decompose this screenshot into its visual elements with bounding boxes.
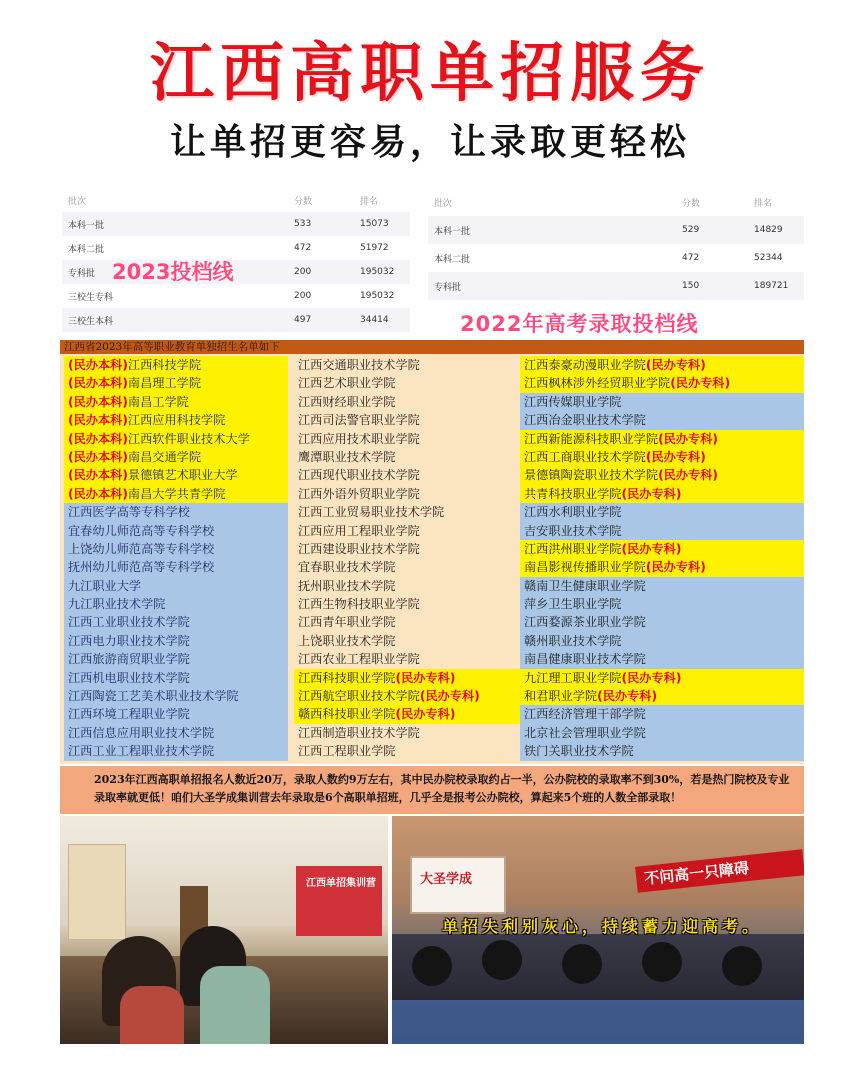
school-item <box>64 558 288 576</box>
school-item <box>64 356 288 374</box>
school-name: 宜春幼儿师范高等专科学校 <box>68 523 215 538</box>
cell-score: 533 <box>294 219 312 229</box>
school-item <box>64 374 288 392</box>
school-name: 南昌健康职业技术学院 <box>524 652 646 667</box>
school-item <box>64 742 288 760</box>
school-item <box>294 503 520 521</box>
cell-batch: 本科一批 <box>434 226 471 237</box>
school-name: 南昌交通学院 <box>127 449 202 464</box>
school-name: 江西应用科技学院 <box>127 413 226 428</box>
school-name: 江西航空职业技术学院 <box>298 689 420 704</box>
school-item <box>64 687 288 705</box>
school-item <box>64 485 288 503</box>
cell-score: 529 <box>682 225 700 235</box>
school-item <box>64 522 288 540</box>
school-item <box>294 632 520 650</box>
school-name: 江西现代职业技术学院 <box>298 468 420 483</box>
cell-score: 497 <box>294 315 312 325</box>
notice-text: 2023年江西高职单招报名人数近20万，录取人数约9万左右，其中民办院校录取约占一半，公办院校的录取率不到30%，若是热门院校及专业录取率就更低！咱们大圣学成集训营去年录取是6个高职单招班，几乎全是报考公办院校，算起来5个班的人数全部录取！ <box>94 773 790 804</box>
school-name: 南昌工学院 <box>127 394 189 409</box>
student-jacket <box>200 966 270 1044</box>
school-item <box>64 466 288 484</box>
school-list <box>60 340 804 764</box>
school-name: 江西信息应用职业技术学院 <box>68 725 215 740</box>
school-name: 九江理工职业学院 <box>524 670 622 685</box>
school-name: 江西陶瓷工艺美术职业技术学院 <box>68 689 239 704</box>
school-type-tag: (民办本科) <box>68 449 128 464</box>
school-name: 景德镇陶瓷职业技术学院 <box>524 468 659 483</box>
school-type-tag: (民办专科) <box>658 431 718 446</box>
school-name: 江西工业贸易职业技术学院 <box>298 505 445 520</box>
school-name: 抚州幼儿师范高等专科学校 <box>68 560 215 575</box>
school-name: 江西水利职业学院 <box>524 505 622 520</box>
school-name: 江西建设职业技术学院 <box>298 541 420 556</box>
cell-batch: 三校生专科 <box>68 292 114 303</box>
cell-score: 200 <box>294 291 312 301</box>
school-item <box>64 650 288 668</box>
school-name: 江西交通职业技术学院 <box>298 358 420 372</box>
cell-score: 472 <box>294 243 312 253</box>
table-row <box>428 216 804 244</box>
school-type-tag: (民办本科) <box>68 376 128 391</box>
school-type-tag: (民办专科) <box>621 541 682 556</box>
school-item <box>64 503 288 521</box>
school-item <box>520 558 804 576</box>
table-header <box>62 188 410 212</box>
school-name: 南昌理工学院 <box>127 376 202 391</box>
school-name: 抚州职业技术学院 <box>298 578 396 593</box>
school-name: 萍乡卫生职业学院 <box>524 597 622 612</box>
school-item <box>294 742 520 760</box>
overlay-label-2023: 2023投档线 <box>112 260 234 284</box>
school-column-3 <box>520 356 804 761</box>
student-head <box>482 940 522 980</box>
school-type-tag: (民办专科) <box>658 468 718 483</box>
school-item <box>294 705 520 723</box>
school-item <box>520 742 804 760</box>
school-name: 江西艺术职业学院 <box>298 376 396 391</box>
table-row <box>428 244 804 272</box>
school-name: 九江职业技术学院 <box>68 597 166 612</box>
student-head <box>562 944 602 984</box>
school-item <box>64 632 288 650</box>
school-name: 江西科技学院 <box>127 358 202 372</box>
school-item <box>294 577 520 595</box>
school-item <box>520 687 804 705</box>
school-logo: 大圣学成 <box>420 872 473 887</box>
school-type-tag: (民办专科) <box>395 670 456 685</box>
school-item <box>64 540 288 558</box>
school-name: 共青科技职业学院 <box>524 486 622 501</box>
school-name: 南昌影视传播职业学院 <box>524 560 646 575</box>
school-item <box>520 430 804 448</box>
school-name: 江西财经职业学院 <box>298 394 396 409</box>
school-name: 江西枫林涉外经贸职业学院 <box>524 376 671 391</box>
school-item <box>294 595 520 613</box>
school-name: 江西医学高等专科学校 <box>68 505 190 520</box>
school-item <box>64 577 288 595</box>
school-name: 上饶职业技术学院 <box>298 633 396 648</box>
school-item <box>520 540 804 558</box>
school-name: 上饶幼儿师范高等专科学校 <box>68 541 215 556</box>
school-item <box>294 540 520 558</box>
school-column-1 <box>64 356 288 761</box>
col-rank: 排名 <box>360 196 379 207</box>
school-item <box>520 374 804 392</box>
cell-rank: 52344 <box>754 253 783 263</box>
school-item <box>294 374 520 392</box>
school-name: 江西软件职业技术大学 <box>127 431 250 446</box>
school-item <box>294 393 520 411</box>
school-name: 江西工程职业学院 <box>298 744 396 759</box>
school-item <box>520 485 804 503</box>
school-name: 江西机电职业技术学院 <box>68 670 190 685</box>
school-name: 江西电力职业技术学院 <box>68 633 190 648</box>
school-item <box>520 466 804 484</box>
school-item <box>520 503 804 521</box>
school-type-tag: (民办本科) <box>68 358 128 372</box>
col-score: 分数 <box>294 196 313 207</box>
score-table-2022 <box>428 188 804 300</box>
school-name: 江西应用工程职业学院 <box>298 523 420 538</box>
school-item <box>520 393 804 411</box>
school-name: 九江职业大学 <box>68 578 142 593</box>
school-name: 南昌大学共青学院 <box>127 486 226 501</box>
school-name: 江西洪州职业学院 <box>524 541 622 556</box>
school-name: 宜春职业技术学院 <box>298 560 396 575</box>
cell-rank: 15073 <box>360 219 389 229</box>
school-name: 和君职业学院 <box>524 689 598 704</box>
school-item <box>64 613 288 631</box>
school-name: 江西环境工程职业学院 <box>68 707 190 722</box>
school-type-tag: (民办本科) <box>68 468 128 483</box>
school-type-tag: (民办本科) <box>68 486 128 501</box>
photo-caption: 单招失利别灰心，持续蓄力迎高考。 <box>442 917 763 936</box>
school-item <box>64 448 288 466</box>
student-head <box>412 946 452 986</box>
cell-score: 150 <box>682 281 700 291</box>
school-item <box>294 466 520 484</box>
school-item <box>520 613 804 631</box>
cell-rank: 14829 <box>754 225 783 235</box>
school-type-tag: (民办专科) <box>597 689 658 704</box>
school-name: 赣南卫生健康职业学院 <box>524 578 646 593</box>
cell-score: 472 <box>682 253 700 263</box>
school-name: 江西旅游商贸职业学院 <box>68 652 190 667</box>
school-name: 江西传媒职业学院 <box>524 394 622 409</box>
classroom-photo-left <box>60 816 388 1044</box>
left-banner-text: 江西单招集训营 <box>306 878 376 889</box>
school-name: 景德镇艺术职业大学 <box>127 468 238 483</box>
cell-batch: 本科二批 <box>68 244 105 255</box>
cell-batch: 本科一批 <box>68 220 105 231</box>
school-name: 江西外语外贸职业学院 <box>298 486 420 501</box>
school-item <box>520 595 804 613</box>
school-item <box>294 411 520 429</box>
notice-box <box>60 766 804 814</box>
school-item <box>294 650 520 668</box>
school-type-tag: (民办专科) <box>621 486 682 501</box>
school-name: 江西冶金职业技术学院 <box>524 413 646 428</box>
school-name: 江西生物科技职业学院 <box>298 597 420 612</box>
col-batch: 批次 <box>68 196 87 207</box>
school-item <box>520 356 804 374</box>
school-name: 江西应用技术职业学院 <box>298 431 420 446</box>
col-rank: 排名 <box>754 198 773 209</box>
school-name: 江西新能源科技职业学院 <box>524 431 659 446</box>
cell-batch: 本科二批 <box>434 254 471 265</box>
col-score: 分数 <box>682 198 701 209</box>
table-row <box>62 308 410 332</box>
school-list-heading: 江西省2023年高等职业教育单独招生名单如下 <box>60 340 804 354</box>
school-item <box>64 724 288 742</box>
school-item <box>520 650 804 668</box>
school-type-tag: (民办专科) <box>645 358 706 372</box>
school-name: 北京社会管理职业学院 <box>524 725 646 740</box>
school-item <box>520 705 804 723</box>
school-name: 江西制造职业技术学院 <box>298 725 420 740</box>
school-type-tag: (民办专科) <box>670 376 731 391</box>
table-header <box>428 188 804 216</box>
col-batch: 批次 <box>434 198 453 209</box>
table-row <box>62 284 410 308</box>
school-item <box>294 558 520 576</box>
school-name: 江西经济管理干部学院 <box>524 707 646 722</box>
school-item <box>64 411 288 429</box>
school-name: 赣西科技职业学院 <box>298 707 396 722</box>
school-name: 江西司法警官职业学院 <box>298 413 420 428</box>
school-item <box>520 411 804 429</box>
school-type-tag: (民办本科) <box>68 413 128 428</box>
school-item <box>520 632 804 650</box>
chairs <box>392 1000 804 1044</box>
cell-batch: 专科批 <box>434 282 462 293</box>
school-item <box>294 485 520 503</box>
school-name: 江西工业职业技术学院 <box>68 615 190 630</box>
school-item <box>64 393 288 411</box>
school-name: 江西婺源茶业职业学院 <box>524 615 646 630</box>
cell-rank: 195032 <box>360 267 395 277</box>
school-item <box>294 356 520 374</box>
cell-rank: 51972 <box>360 243 389 253</box>
school-item <box>64 430 288 448</box>
student-head <box>722 946 762 986</box>
school-item <box>64 705 288 723</box>
school-item <box>294 522 520 540</box>
school-name: 赣州职业技术学院 <box>524 633 622 648</box>
school-item <box>520 577 804 595</box>
school-item <box>294 669 520 687</box>
school-name: 江西工商职业技术学院 <box>524 449 646 464</box>
school-name: 江西科技职业学院 <box>298 670 396 685</box>
school-item <box>294 687 520 705</box>
overlay-label-2022: 2022年高考录取投档线 <box>460 312 699 336</box>
table-row <box>428 272 804 300</box>
school-type-tag: (民办专科) <box>395 707 456 722</box>
school-item <box>520 724 804 742</box>
school-name: 江西泰豪动漫职业学院 <box>524 358 646 372</box>
page-subtitle: 让单招更容易，让录取更轻松 <box>169 122 690 163</box>
cell-score: 200 <box>294 267 312 277</box>
school-item <box>294 613 520 631</box>
classroom-photo-right <box>392 816 804 1044</box>
cell-batch: 三校生本科 <box>68 316 114 327</box>
school-item <box>294 430 520 448</box>
school-item <box>520 448 804 466</box>
school-type-tag: (民办专科) <box>645 560 706 575</box>
cell-rank: 189721 <box>754 281 789 291</box>
right-banner: 不问高一只障碍 <box>635 849 804 892</box>
school-column-2 <box>294 356 520 761</box>
school-name: 江西青年职业学院 <box>298 615 396 630</box>
school-item <box>64 669 288 687</box>
cell-rank: 34414 <box>360 315 389 325</box>
school-name: 铁门关职业技术学院 <box>524 744 634 759</box>
school-item <box>520 522 804 540</box>
window <box>68 844 126 940</box>
school-item <box>294 724 520 742</box>
school-type-tag: (民办专科) <box>645 449 706 464</box>
school-name: 江西工业工程职业技术学院 <box>68 744 215 759</box>
cell-rank: 195032 <box>360 291 395 301</box>
school-item <box>64 595 288 613</box>
page-title: 江西高职单招服务 <box>150 37 710 111</box>
student-sweater <box>120 986 184 1044</box>
school-name: 江西农业工程职业学院 <box>298 652 420 667</box>
school-type-tag: (民办本科) <box>68 394 128 409</box>
school-type-tag: (民办专科) <box>621 670 682 685</box>
student-head <box>642 942 682 982</box>
school-name: 鹰潭职业技术学院 <box>298 449 396 464</box>
school-name: 吉安职业技术学院 <box>524 523 622 538</box>
school-item <box>294 448 520 466</box>
school-item <box>520 669 804 687</box>
school-type-tag: (民办本科) <box>68 431 128 446</box>
school-type-tag: (民办专科) <box>419 689 480 704</box>
table-row <box>62 212 410 236</box>
cell-batch: 专科批 <box>68 268 96 279</box>
